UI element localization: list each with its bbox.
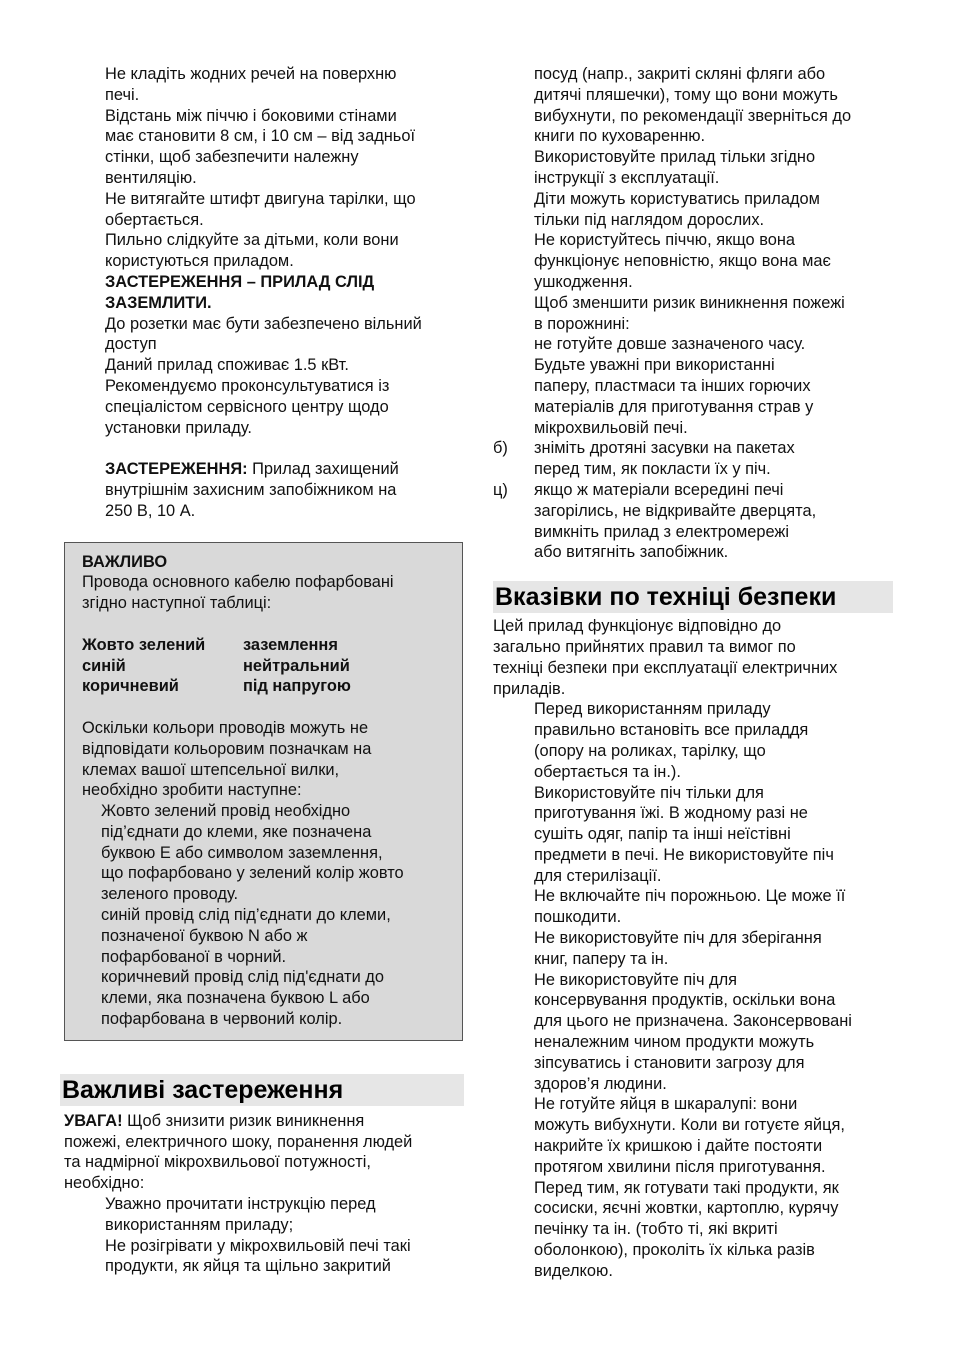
text-line: паперу, пластмаси та інших горючих [534,376,811,395]
ground-warning: ЗАСТЕРЕЖЕННЯ – ПРИЛАД СЛІД [105,272,375,291]
text-line: під’єднати до клеми, яке позначена [101,822,372,841]
text-line: Оскільки кольори проводів можуть не [82,718,369,737]
text-line: посуд (напр., закриті скляні фляги або [534,65,826,83]
text-line: клемах вашої штепсельної вилки, [82,760,340,779]
text-line: загально прийнятих правил та вимог по [493,637,796,656]
fire-sublist [493,334,893,563]
wire-color: Жовто зелений [82,635,206,654]
fire-subitem-b [493,438,893,480]
text-line: можуть вибухнути. Коли ви готуєте яйця, [534,1116,845,1135]
text-line: оболонкою), проколіть їх кілька разів [534,1241,815,1260]
text-line: Не використовуйте піч для зберігання [534,929,822,948]
text-line: функціонує неповністю, якщо вона має [534,252,831,271]
text-line: для стерилізації. [534,866,662,885]
attention-label: УВАГА! [64,1111,123,1130]
left-column [64,64,464,1277]
list-marker: б) [493,439,508,458]
text-line: Відстань між піччю і боковими стінами [105,106,397,125]
fire-subitem-c [493,480,893,563]
text-line: Жовто зелений провід необхідно [101,802,351,821]
text-line: спеціалістом сервісного центру щодо [105,397,389,416]
text-line: Діти можуть користуватись приладом [534,189,820,208]
text-line: Будьте уважні при використанні [534,356,775,375]
text-line: вибухнути, по рекомендації зверніться до [534,106,852,125]
text-line: та надмірної мікрохвильової потужності, [64,1153,371,1172]
text-line: Перед тим, як готувати такі продукти, як [534,1178,839,1197]
text-line: якщо ж матеріали всередині печі [534,480,784,499]
wiring-list [101,801,462,1030]
text-line: Не готуйте яйця в шкаралупі: вони [534,1095,798,1114]
text-line: Не використовуйте піч для [534,970,738,989]
text-line: Не кладіть жодних речей на поверхню [105,65,397,83]
text-line: необхідно: [64,1174,145,1193]
text-line: консервування продуктів, оскільки вона [534,991,836,1010]
text-line: книг, паперу та ін. [534,949,669,968]
fire-subitem-a [493,334,893,438]
text-line: тільки під наглядом дорослих. [534,210,765,229]
safety-body [493,616,893,1282]
text-line: накрийте їх кришкою і дайте постояти [534,1137,823,1156]
warnings-list [105,1194,464,1277]
text-line: синій провід слід під’єднати до клеми, [101,906,391,925]
wire-color: коричневий [82,677,179,696]
wire-color: синій [82,656,126,675]
list-marker: ц) [493,480,508,499]
fuse-warning [105,459,464,480]
text-line: вимкніть прилад з електромережі [534,522,789,541]
text-line: стінки, щоб забезпечити належну [105,148,359,167]
text-line: пофарбованої в чорний. [101,947,287,966]
text-line: коричневий провід слід під'єднати до [101,968,384,987]
text-line: матеріалів для приготування страв у [534,397,814,416]
wire-meaning: заземлення [243,635,338,654]
text-line: Уважно прочитати інструкцію перед [105,1195,376,1214]
text-line: (опору на роликах, тарілку, що [534,741,766,760]
text-line: Використовуйте прилад тільки згідно [534,148,816,167]
text-line: Щоб зменшити ризик виникнення пожежі [534,293,845,312]
important-title: ВАЖЛИВО [82,552,168,571]
attention-line [64,1111,464,1132]
text-line: Перед використанням приладу [534,700,771,719]
text-line: книги по куховаренню. [534,127,706,146]
text-line: використанням приладу; [105,1215,294,1234]
attention-text: Щоб знизити ризик виникнення [122,1111,365,1130]
text-line: мікрохвильовій печі. [534,418,688,437]
text-line: Пильно слідкуйте за дітьми, коли вони [105,231,399,250]
text-line: для цього не призначена. Законсервовані [534,1012,852,1031]
warnings-list-continued [534,64,893,334]
text-line: Використовуйте піч тільки для [534,783,764,802]
text-line: перед тим, як покласти їх у піч. [534,460,771,479]
important-box [64,542,463,1041]
text-line: буквою E або символом заземлення, [101,843,383,862]
text-line: здоров’я людини. [534,1074,667,1093]
text-line: згідно наступної таблиці: [82,594,272,613]
text-line: ушкодження. [534,272,633,291]
text-line: виделкою. [534,1261,613,1280]
text-line: доступ [105,335,157,354]
text-line: Даний прилад споживає 1.5 кВт. [105,356,349,375]
text-line: зіпсуватись і становити загрозу для [534,1053,805,1072]
text-line: печінку та ін. (тобто ті, які вкриті [534,1220,778,1239]
safety-heading: Вказівки по техніці безпеки [493,581,893,613]
text-line: Провода основного кабелю пофарбовані [82,573,394,592]
text-line: пожежі, електричного шоку, поранення людей [64,1132,413,1151]
text-line: обертається. [105,210,204,229]
text-line: техніці безпеки при експлуатації електричних [493,658,838,677]
wire-color-table [82,635,462,697]
text-line: відповідати кольоровим позначкам на [82,739,372,758]
text-line: Не розігрівати у мікрохвильовій печі такі [105,1236,411,1255]
text-line: приготування їжі. В жодному разі не [534,804,808,823]
fuse-warning-text: Прилад захищений [247,460,399,479]
text-line: Не користуйтесь піччю, якщо вона [534,231,796,250]
text-line: До розетки має бути забезпечено вільний [105,314,422,333]
text-line: Не витягайте штифт двигуна тарілки, що [105,189,416,208]
text-line: зеленого проводу. [101,885,239,904]
text-line: Не включайте піч порожньою. Це може її [534,887,846,906]
ground-warning: ЗАЗЕМЛИТИ. [105,293,212,312]
text-line: внутрішнім захисним запобіжником на [105,480,397,499]
text-line: правильно встановіть все приладдя [534,721,809,740]
text-line: користуються приладом. [105,252,294,271]
fuse-warning-label: ЗАСТЕРЕЖЕННЯ: [105,460,248,479]
text-line: печі. [105,85,140,104]
important-warnings-body [64,1111,464,1277]
text-line: що пофарбовано у зелений колір жовто [101,864,404,883]
text-line: дитячі пляшечки), тому що вони можуть [534,85,838,104]
wire-meaning: під напругою [243,677,351,696]
text-line: 250 В, 10 А. [105,501,196,520]
text-line: установки приладу. [105,418,252,437]
text-line: Цей прилад функціонує відповідно до [493,617,782,636]
text-line: неналежним чином продукти можуть [534,1033,815,1052]
text-line: продукти, як яйця та щільно закритий [105,1257,391,1276]
text-line: приладів. [493,679,566,698]
text-line: клеми, яка позначена буквою L або [101,989,370,1008]
text-line: зніміть дротяні засувки на пакетах [534,439,795,458]
text-line: обертається та ін.). [534,762,681,781]
text-line: загорілись, не відкривайте дверцята, [534,501,817,520]
important-warnings-heading: Важливі застереження [60,1074,464,1106]
text-line: сосиски, яєчні жовтки, картоплю, курячу [534,1199,839,1218]
text-line: пофарбована в червоний колір. [101,1010,343,1029]
text-line: сушіть одяг, папір та інші неїстівні [534,825,791,844]
text-line: в порожнині: [534,314,630,333]
text-line: або витягніть запобіжник. [534,543,729,562]
text-line: предмети в печі. Не використовуйте піч [534,845,834,864]
right-column [493,64,893,1282]
text-line: протягом хвилини після приготування. [534,1157,826,1176]
text-line: необхідно зробити наступне: [82,781,302,800]
text-line: Рекомендуємо проконсультуватися із [105,376,390,395]
wire-meaning: нейтральний [243,656,350,675]
text-line: вентиляцію. [105,168,197,187]
safety-list [534,699,893,1281]
text-line: має становити 8 см, і 10 см – від задньої [105,127,416,146]
left-top-list [105,64,464,522]
text-line: інструкції з експлуатації. [534,168,720,187]
text-line: позначеної буквою N або ж [101,926,308,945]
text-line: пошкодити. [534,908,622,927]
text-line: не готуйте довше зазначеного часу. [534,335,806,354]
